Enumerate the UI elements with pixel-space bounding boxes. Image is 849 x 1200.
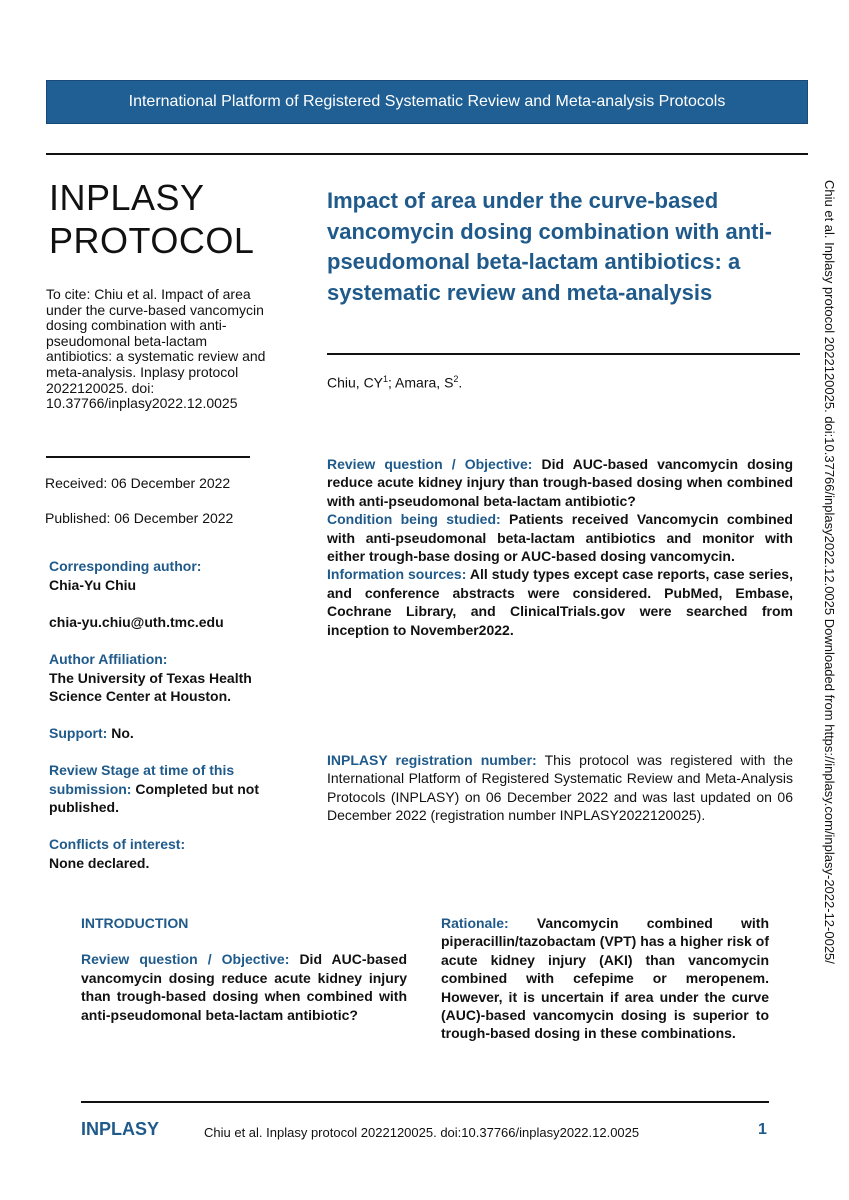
rationale-column (441, 914, 769, 1043)
top-rule (46, 153, 808, 155)
left-rule (46, 456, 250, 458)
stage-value: Completed but not published. (49, 780, 260, 815)
review-stage (49, 761, 269, 817)
protocol-title (49, 176, 309, 262)
intro-column (81, 914, 407, 1024)
rq-text: Did AUC-based vancomycin dosing reduce acute kidney injury than trough-based dosing when combined with anti-pseudomonal beta-lactam antibiotic? (327, 456, 793, 509)
protocol-title-line2: PROTOCOL (49, 220, 255, 261)
intro-review-question (81, 950, 407, 1024)
cond-label: Condition being studied: (327, 511, 501, 528)
support-label: Support: (49, 725, 108, 741)
intro-heading: INTRODUCTION (81, 915, 189, 931)
affiliation-label: Author Affiliation: (49, 651, 168, 667)
footer-citation: Chiu et al. Inplasy protocol 2022120025. doi:10.37766/inplasy2022.12.0025 (204, 1125, 640, 1140)
stage-label: Review Stage at time of this submission: (49, 762, 235, 797)
protocol-title-line1: INPLASY (49, 177, 205, 218)
conflicts-value: None declared. (49, 854, 150, 871)
conflicts (49, 835, 289, 872)
corresponding-author (49, 557, 289, 594)
citation-block: To cite: Chiu et al. Impact of area under the curve-based vancomycin dosing combination with anti-pseudomonal beta-lactam antibiotics: a systematic review and meta-analysis. Inplasy protocol 2022120025. doi: 10.37766/inplasy2022.12.0025 (46, 286, 266, 412)
title-rule (327, 353, 800, 355)
paper-title: Impact of area under the curve-based vancomycin dosing combination with anti-pseudomonal beta-lactam antibiotics: a systematic review and meta-analysis (327, 188, 772, 305)
abstract-condition (327, 510, 793, 565)
affiliation-value: The University of Texas Health Science Center at Houston. (49, 669, 252, 704)
author-2-affil: 2 (453, 374, 459, 384)
author-email (49, 613, 289, 632)
author-list (327, 374, 462, 391)
author-end: . (458, 374, 463, 391)
support (49, 724, 289, 743)
rq-label: Review question / Objective: (327, 456, 533, 472)
intro-rq-text: Did AUC-based vancomycin dosing reduce acute kidney injury than trough-based dosing when combined with anti-pseudomonal beta-lactam antibiotic? (81, 951, 407, 1023)
conflicts-label: Conflicts of interest: (49, 836, 186, 852)
published-date: Published: 06 December 2022 (45, 510, 234, 526)
registration-text: This protocol was registered with the International Platform of Registered Systematic Review and Meta-Analysis Protocols (INPLASY) on 06 December 2022 and was last updated on 06 December 2022 (registration number INPLASY2022120025). (327, 752, 793, 824)
cond-text: Patients received Vancomycin combined with anti-pseudomonal beta-lactam antibiotics and monitor with either trough-base dosing or AUC-based dosing vancomycin. (327, 511, 793, 565)
intro-rq-label: Review question / Objective: (81, 951, 290, 968)
author-2: ; Amara, S (388, 374, 454, 391)
banner-text: International Platform of Registered Systematic Review and Meta-analysis Protocols (128, 93, 726, 110)
author-1-affil: 1 (383, 374, 389, 384)
rationale-text: Vancomycin combined with piperacillin/tazobactam (VPT) has a higher risk of acute kidney injury (AKI) than vancomycin combined with cefepime or meropenem. However, it is uncertain if area under the curve (AUC)-based vancomycin dosing is superior to trough-based dosing in these combinations. (441, 915, 769, 1042)
corresponding-name: Chia-Yu Chiu (49, 576, 137, 593)
info-text: All study types except case reports, case series, and conference abstracts were considered. PubMed, Embase, Cochrane Library, and ClinicalTrials.gov were searched from inception to November2022. (327, 566, 793, 638)
registration-label: INPLASY registration number: (327, 752, 537, 768)
abstract-block (327, 455, 793, 639)
footer-rule (81, 1101, 769, 1103)
side-download-text: Chiu et al. Inplasy protocol 2022120025. doi:10.37766/inplasy2022.12.0025 Downloaded from https://inplasy.com/inplasy-2022-12-0025/ (822, 180, 837, 964)
received-date: Received: 06 December 2022 (45, 475, 231, 491)
abstract-review-question (327, 455, 793, 510)
rationale-label: Rationale: (441, 915, 509, 931)
email-text: chia-yu.chiu@uth.tmc.edu (49, 614, 224, 630)
support-value: No. (107, 725, 134, 741)
footer-brand: INPLASY (81, 1119, 160, 1139)
header-banner (46, 80, 808, 124)
author-1: Chiu, CY (327, 374, 384, 391)
abstract-info-sources (327, 565, 793, 639)
info-label: Information sources: (327, 566, 467, 583)
author-affiliation (49, 650, 289, 706)
page-number: 1 (758, 1121, 767, 1138)
corresponding-label: Corresponding author: (49, 558, 202, 574)
registration-block (327, 751, 793, 825)
